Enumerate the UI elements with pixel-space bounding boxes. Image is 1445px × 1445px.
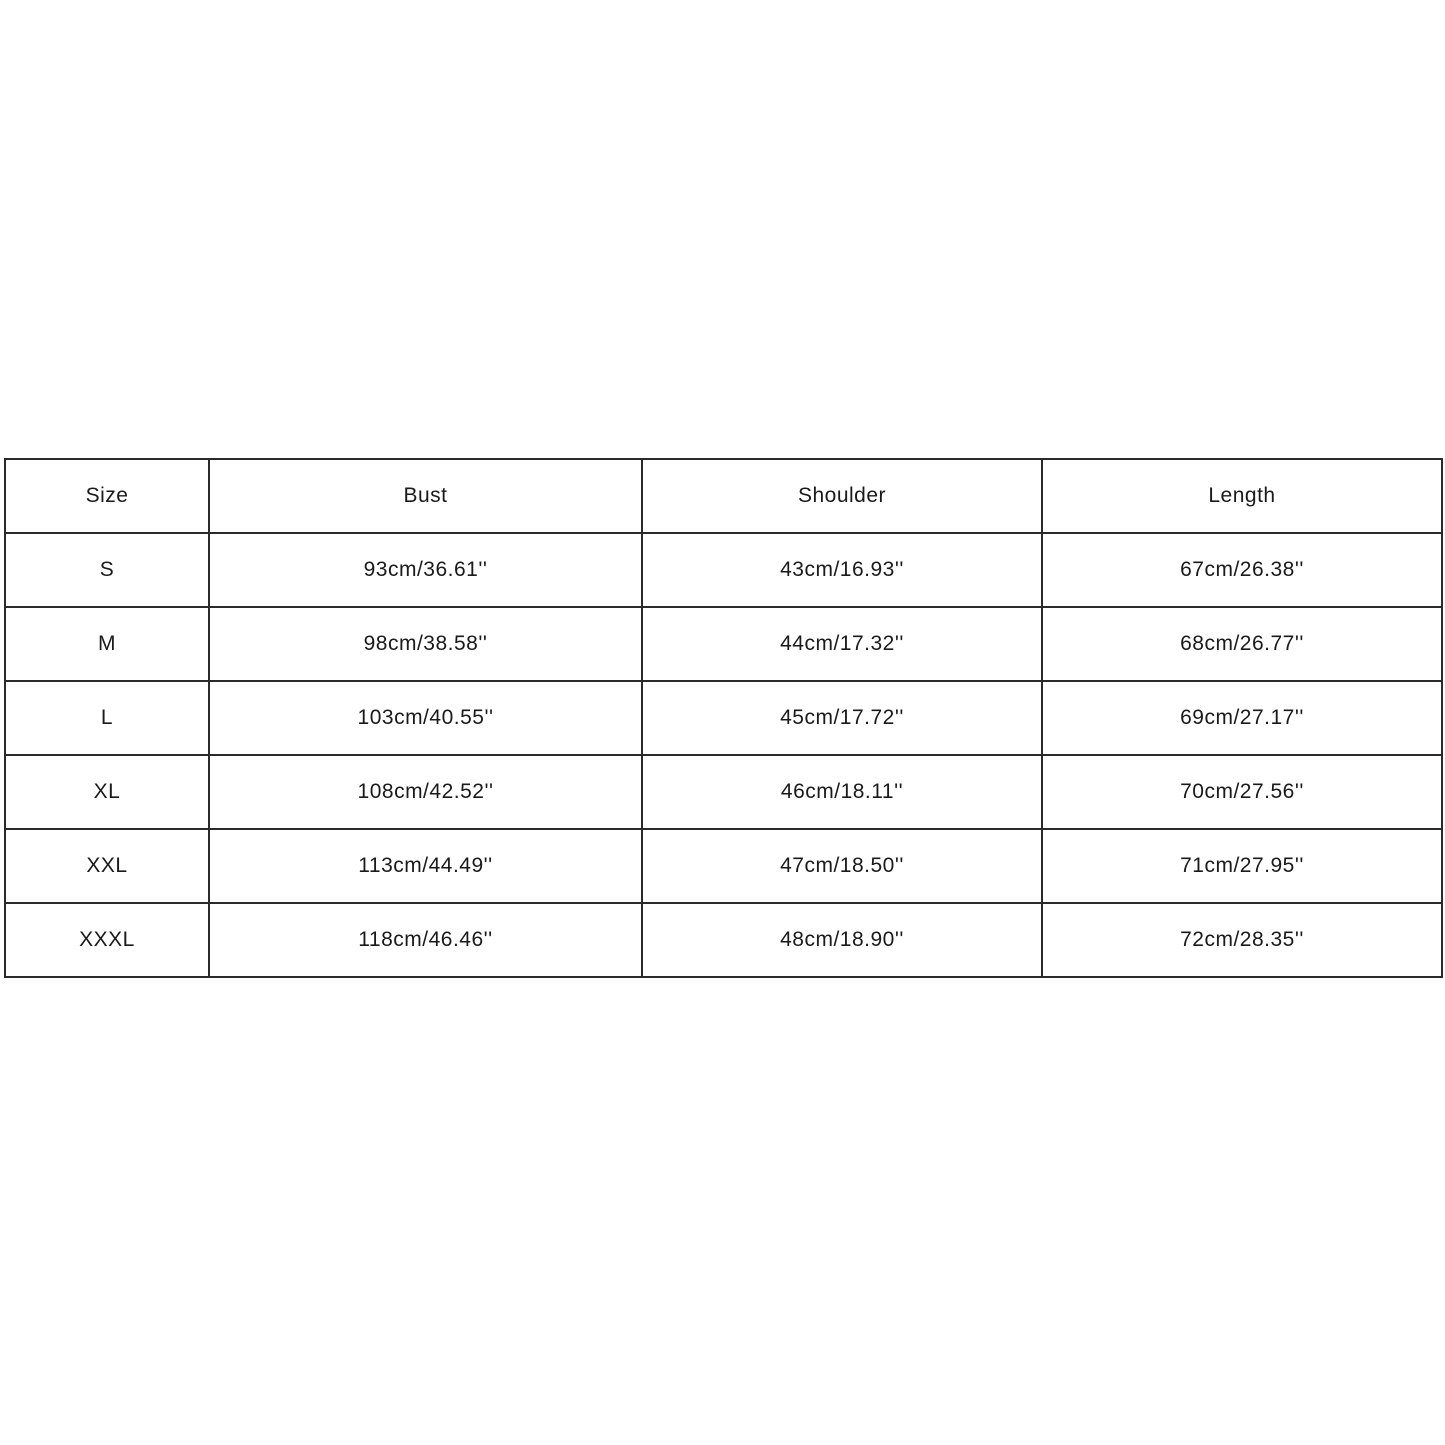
cell-length: 71cm/27.95'' — [1042, 829, 1442, 903]
cell-shoulder: 45cm/17.72'' — [642, 681, 1042, 755]
cell-length: 69cm/27.17'' — [1042, 681, 1442, 755]
cell-shoulder: 48cm/18.90'' — [642, 903, 1042, 977]
cell-shoulder: 44cm/17.32'' — [642, 607, 1042, 681]
cell-size: L — [5, 681, 209, 755]
cell-length: 72cm/28.35'' — [1042, 903, 1442, 977]
table-row — [5, 607, 1442, 681]
cell-size: M — [5, 607, 209, 681]
cell-shoulder: 43cm/16.93'' — [642, 533, 1042, 607]
cell-length: 67cm/26.38'' — [1042, 533, 1442, 607]
table-row — [5, 755, 1442, 829]
header-row — [5, 459, 1442, 533]
header-length: Length — [1042, 459, 1442, 533]
cell-bust: 103cm/40.55'' — [209, 681, 642, 755]
cell-bust: 118cm/46.46'' — [209, 903, 642, 977]
cell-shoulder: 46cm/18.11'' — [642, 755, 1042, 829]
header-shoulder: Shoulder — [642, 459, 1042, 533]
cell-length: 68cm/26.77'' — [1042, 607, 1442, 681]
cell-shoulder: 47cm/18.50'' — [642, 829, 1042, 903]
table-row — [5, 829, 1442, 903]
header-bust: Bust — [209, 459, 642, 533]
cell-bust: 113cm/44.49'' — [209, 829, 642, 903]
cell-length: 70cm/27.56'' — [1042, 755, 1442, 829]
cell-bust: 93cm/36.61'' — [209, 533, 642, 607]
cell-size: XXXL — [5, 903, 209, 977]
cell-size: S — [5, 533, 209, 607]
table-row — [5, 681, 1442, 755]
size-chart-table — [4, 458, 1443, 978]
header-size: Size — [5, 459, 209, 533]
cell-size: XXL — [5, 829, 209, 903]
table-row — [5, 903, 1442, 977]
cell-size: XL — [5, 755, 209, 829]
cell-bust: 98cm/38.58'' — [209, 607, 642, 681]
table-row — [5, 533, 1442, 607]
cell-bust: 108cm/42.52'' — [209, 755, 642, 829]
